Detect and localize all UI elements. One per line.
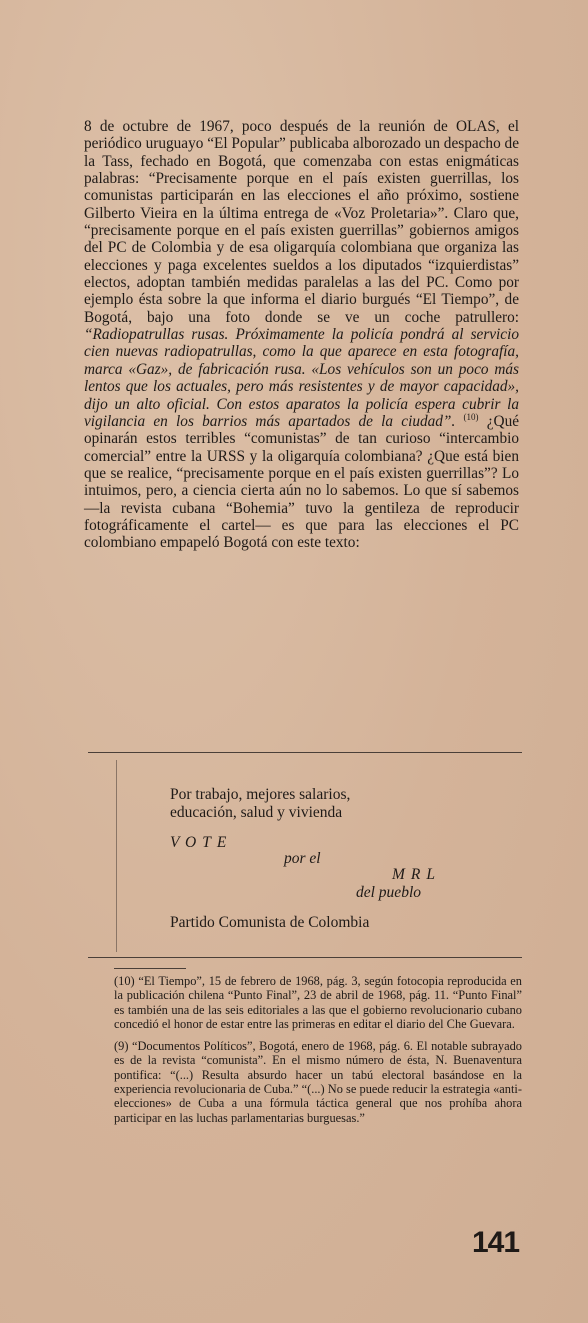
poster-mrl: MRL	[392, 866, 441, 883]
footnote-separator	[114, 968, 186, 969]
footnotes	[114, 974, 522, 1133]
footnote-10: (10) “El Tiempo”, 15 de febrero de 1968, pág. 3, según fotocopia reproducida en la publicación chilena “Punto Final”, 23 de abril de 1968, pág. 11. “Punto Final” es también una de las seis editoriales a las que el gobierno revolucionario cubano concedió el honor de estar entre las primeras en editar el diario del Che Guevara.	[114, 974, 522, 1031]
paragraph-text: 8 de octubre de 1967, poco después de la reunión de OLAS, el periódico uruguayo “El Popular” publicaba alborozado un despacho de la Tass, fechado en Bogotá, que comenzaba con estas enigmáticas palabras: “Precisamente porque en el país existen guerrillas, los comunistas participarán en las elecciones el año próximo, sostiene Gilberto Vieira en la última entrega de «Voz Proletaria»”. Claro que, “precisamente porque en el país existen guerrillas” gobiernos amigos del PC de Colombia y de esa oligarquía colombiana que organiza las elecciones y paga excelentes sueldos a los diputados “izquierdistas” electos, adoptan también medidas paralelas a las del PC. Como por ejemplo ésta sobre la que informa el diario burgués “El Tiempo”, de Bogotá, bajo una foto donde se ve un coche patrullero:	[84, 118, 519, 326]
footnote-reference: (10)	[463, 411, 479, 422]
page-number: 141	[472, 1226, 520, 1259]
poster-line-2: educación, salud y vivienda	[170, 804, 343, 821]
newspaper-quote: “Radiopatrullas rusas. Próximamente la policía pondrá al servicio cien nuevas radiopatrullas, como la que aparece en esta fotografía, marca «Gaz», de fabricación rusa. «Los vehículos son un poco más lentos que los actuales, pero más resistentes y de mayor capacidad», dijo un alto oficial. Con estos aparatos la policía espera cubrir la vigilancia en los barrios más apartados de la ciudad”.	[84, 326, 519, 430]
poster-vote: VOTE	[170, 834, 233, 851]
poster-bottom-rule	[88, 957, 522, 958]
body-text	[84, 118, 519, 552]
poster-por-el: por el	[284, 850, 321, 867]
poster-top-rule	[88, 752, 522, 753]
paragraph-text-continued: ¿Qué opinarán estos terribles “comunistas” de tan curioso “intercambio comercial” entre la URSS y la oligarquía colombiana? ¿Que está bien que se realice, “precisamente porque en el país existen guerrillas”? Lo intuimos, pero, a ciencia cierta aún no lo sabemos. Lo que sí sabemos —la revista cubana “Bohemia” tuvo la gentileza de reproducir fotográficamente el cartel— es que para las elecciones el PC colombiano empapeló Bogotá con este texto:	[84, 412, 520, 552]
poster-del-pueblo: del pueblo	[356, 884, 421, 901]
main-paragraph	[84, 118, 519, 552]
poster-line-1: Por trabajo, mejores salarios,	[170, 786, 351, 803]
poster-party-name: Partido Comunista de Colombia	[170, 914, 370, 931]
poster-left-rule	[116, 760, 117, 952]
footnote-9: (9) “Documentos Políticos”, Bogotá, enero de 1968, pág. 6. El notable subrayado es de la revista “comunista”. En el mismo número de ésta, N. Buenaventura pontifica: “(...) Resulta absurdo hacer un tabú electoral basándose en la experiencia revolucionaria de Cuba.” “(...) No se puede reducir la estrategia «anti-elecciones» de Cuba a una fórmula táctica general que nos prohíba ahora participar en las luchas parlamentarias burguesas.”	[114, 1039, 522, 1125]
